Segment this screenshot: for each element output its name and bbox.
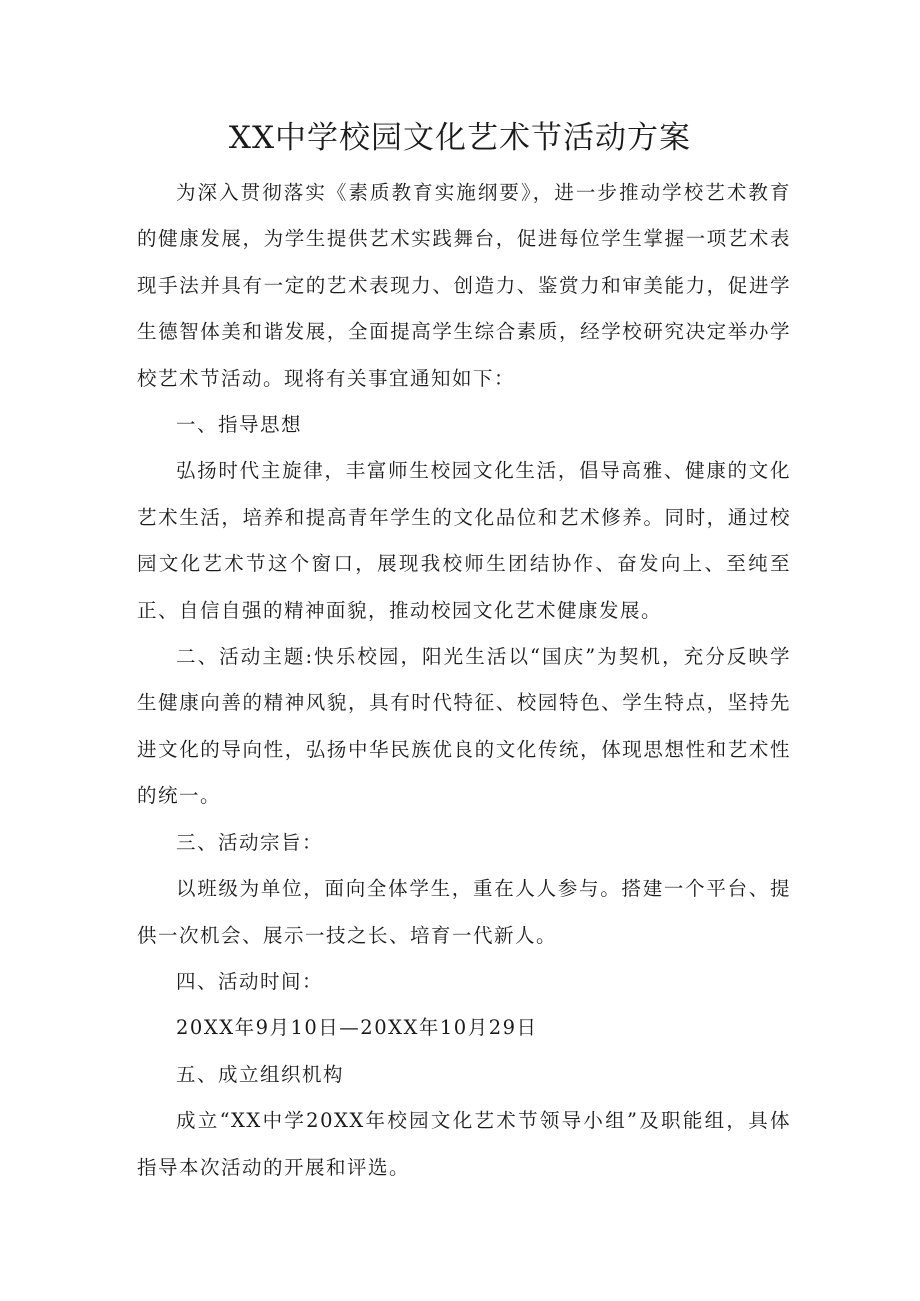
section-body-organization: 成立“XX中学20XX年校园文化艺术节领导小组”及职能组，具体指导本次活动的开展和评选。	[137, 1109, 791, 1179]
section-body-guiding-ideology: 弘扬时代主旋律，丰富师生校园文化生活，倡导高雅、健康的文化艺术生活，培养和提高青年学生的文化品位和艺术修养。同时，通过校园文化艺术节这个窗口，展现我校师生团结协作、奋发向上、至纯至正、自信自强的精神面貌，推动校园文化艺术健康发展。	[137, 459, 791, 622]
section-body-time: 20XX年9月10日—20XX年10月29日	[176, 1016, 538, 1040]
section-heading-time: 四、活动时间：	[176, 969, 324, 993]
section-body-purpose: 以班级为单位，面向全体学生，重在人人参与。搭建一个平台、提供一次机会、展示一技之长、培育一代新人。	[137, 877, 791, 947]
section-paragraph-theme: 二、活动主题:快乐校园，阳光生活以“国庆”为契机，充分反映学生健康向善的精神风貌，具有时代特征、校园特色、学生特点，坚持先进文化的导向性，弘扬中华民族优良的文化传统，体现思想性和艺术性的统一。	[137, 645, 791, 808]
document-body	[137, 170, 791, 1191]
section-heading-guiding-ideology: 一、指导思想	[176, 413, 303, 437]
intro-paragraph: 为深入贯彻落实《素质教育实施纲要》，进一步推动学校艺术教育的健康发展，为学生提供艺术实践舞台，促进每位学生掌握一项艺术表现手法并具有一定的艺术表现力、创造力、鉴赏力和审美能力，促进学生德智体美和谐发展，全面提高学生综合素质，经学校研究决定举办学校艺术节活动。现将有关事宜通知如下：	[137, 181, 791, 390]
section-heading-organization: 五、成立组织机构	[176, 1062, 345, 1086]
section-heading-purpose: 三、活动宗旨：	[176, 830, 324, 854]
document-title: XX中学校园文化艺术节活动方案	[228, 120, 692, 156]
